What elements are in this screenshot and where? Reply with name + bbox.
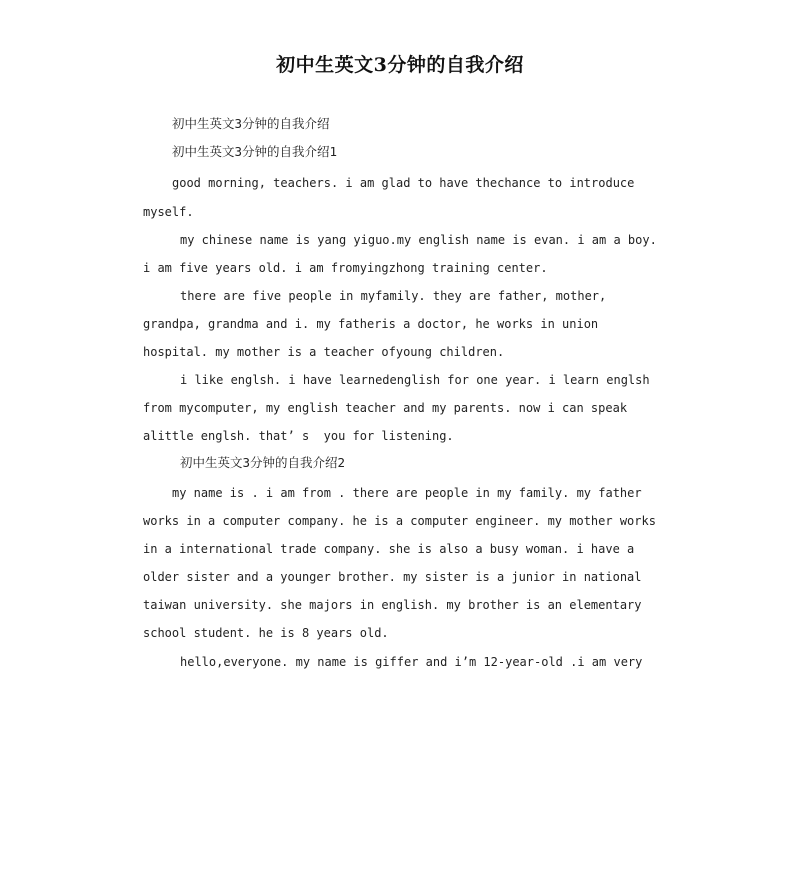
document-title: 初中生英文3分钟的自我介绍 — [276, 54, 524, 76]
paragraph-line: in a international trade company. she is also a busy woman. i have a — [143, 542, 635, 556]
paragraph-line: myself. — [143, 205, 194, 219]
paragraph-line: grandpa, grandma and i. my fatheris a doctor, he works in union — [143, 317, 599, 331]
paragraph-line: alittle englsh. that’ s you for listening. — [143, 429, 454, 443]
paragraph-line: there are five people in myfamily. they are father, mother, — [180, 289, 607, 303]
paragraph-line: taiwan university. she majors in english. my brother is an elementary — [143, 598, 642, 612]
paragraph-line: my name is . i am from . there are people in my family. my father — [172, 486, 642, 500]
paragraph-line: school student. he is 8 years old. — [143, 626, 389, 640]
paragraph-line: hospital. my mother is a teacher ofyoung children. — [143, 345, 505, 359]
paragraph-line: works in a computer company. he is a computer engineer. my mother works — [143, 514, 656, 528]
paragraph-line: i like englsh. i have learnedenglish for one year. i learn englsh — [180, 373, 650, 387]
paragraph-line: good morning, teachers. i am glad to have thechance to introduce — [172, 176, 635, 190]
section-heading-1: 初中生英文3分钟的自我介绍1 — [172, 144, 338, 159]
subtitle-line: 初中生英文3分钟的自我介绍 — [172, 116, 330, 131]
paragraph-line: older sister and a younger brother. my sister is a junior in national — [143, 570, 642, 584]
paragraph-line: hello,everyone. my name is giffer and i’m 12-year-old .i am very — [180, 655, 643, 669]
paragraph-line: from mycomputer, my english teacher and my parents. now i can speak — [143, 401, 628, 415]
section-heading-2: 初中生英文3分钟的自我介绍2 — [180, 455, 346, 470]
paragraph-line: i am five years old. i am fromyingzhong training center. — [143, 261, 548, 275]
paragraph-line: my chinese name is yang yiguo.my english name is evan. i am a boy. — [180, 233, 657, 247]
